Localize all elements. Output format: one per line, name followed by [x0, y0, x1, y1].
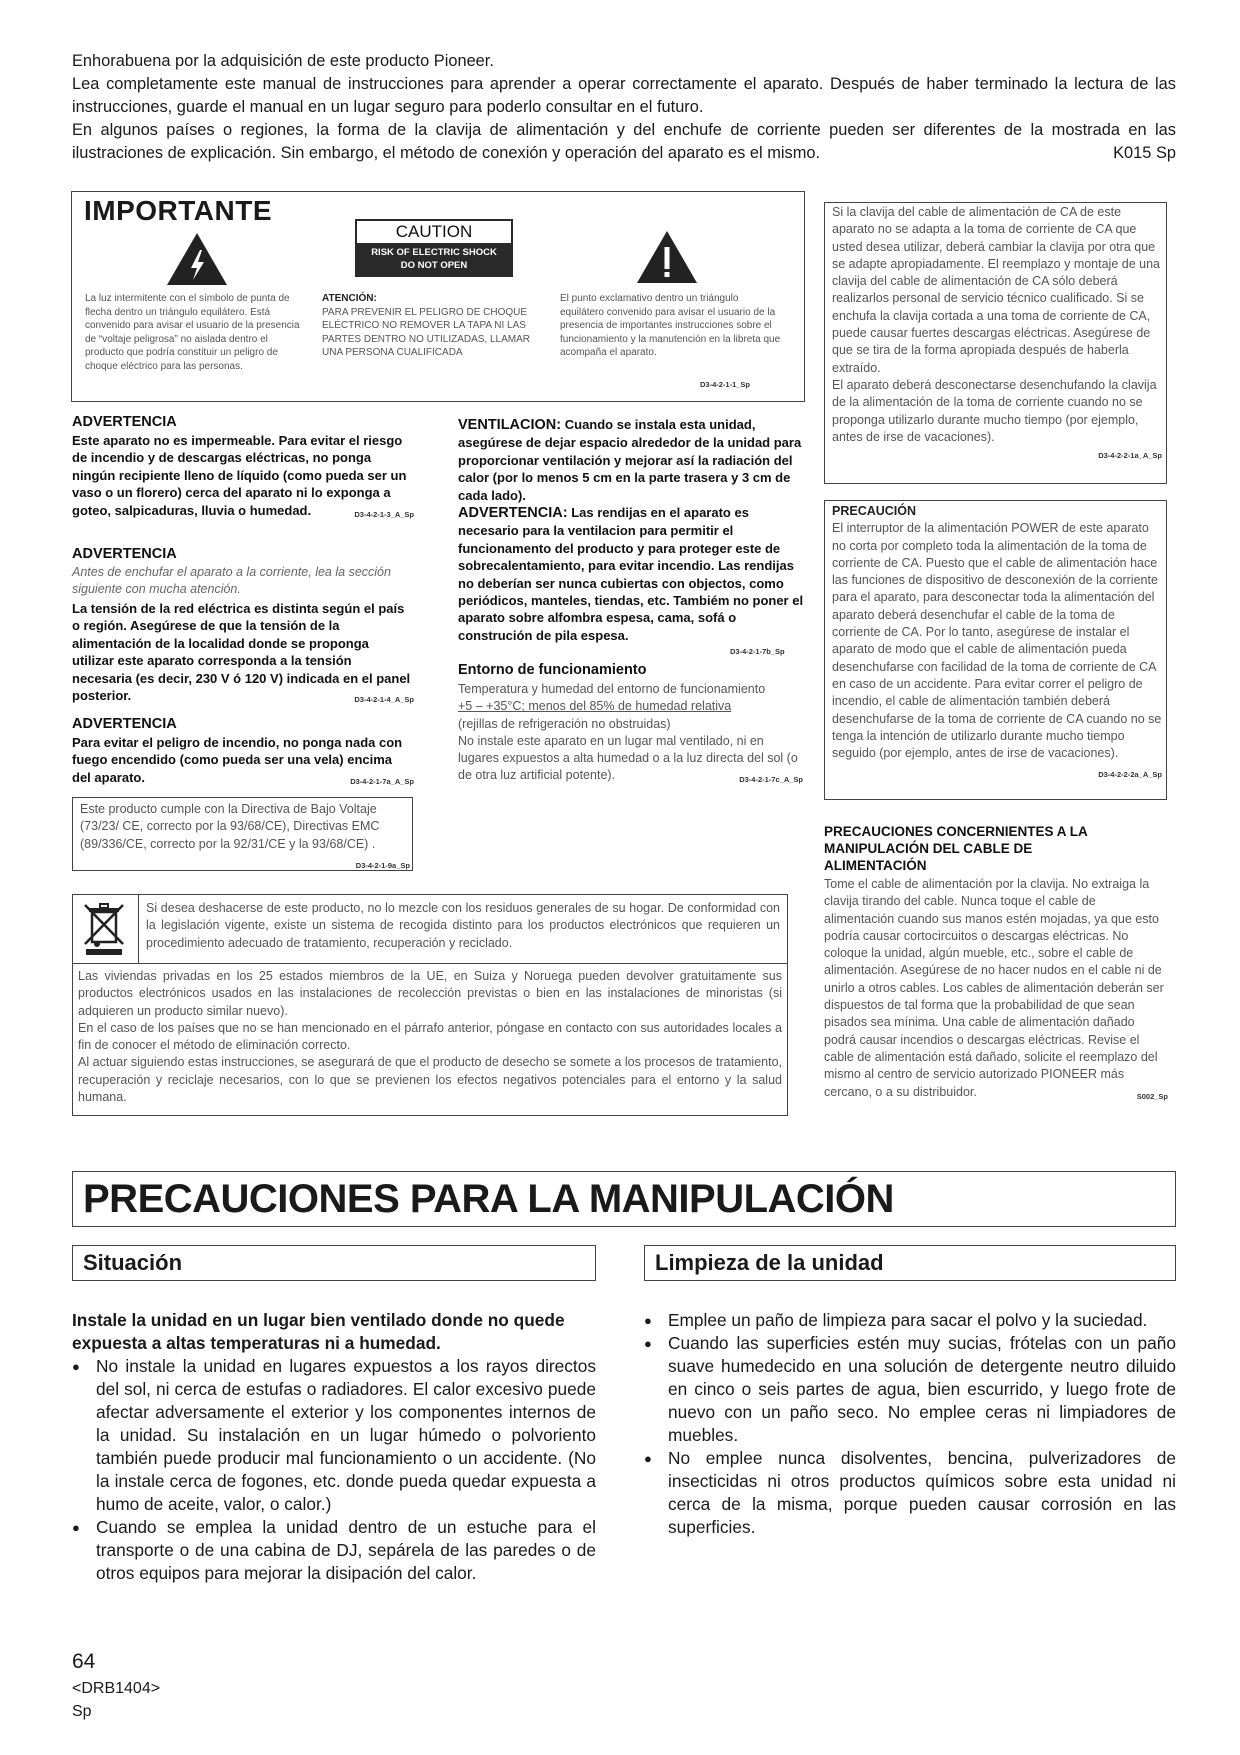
plug-warning-text: Si la clavija del cable de alimentación de CA de este aparato no se adapta a la toma de corriente de CA que usted desea utilizar, deberá cambiar la clavija por otra que se adapte apropiadamente. El reemplazo y montaje de una clavija del cable de alimentación de CA sólo deberá realizarlos personal de servicio técnico cualificado. Si se enchufa la clavija cortada a una toma de corriente de CA, puede causar fuertes descargas eléctricas. Asegúrese de que se tira de la forma apropiada después de haberla extraído. El aparato deberá desconectarse desenchufando la clavija de la alimentación de la toma de corriente cuando no se proponga utilizarlo durante mucho tiempo (por ejemplo, antes de irse de vacaciones). D3-4-2-2-1a_A_Sp [832, 205, 1162, 461]
importante-title: IMPORTANTE [84, 195, 273, 226]
directiva-code: D3-4-2-1-9a_Sp [355, 860, 410, 870]
limpieza-title-box [644, 1245, 1176, 1281]
weee-text4: Al actuar siguiendo estas instrucciones, se asegurará de que el producto de desecho se somete a los procesos de tratamiento, recuperación y reciclaje necesarios, con lo que se previenen los efectos negativos potenciales para el entorno y la salud humana. [78, 1055, 782, 1105]
doc-code: <DRB1404> [72, 1680, 161, 1697]
intro-line3: En algunos países o regiones, la forma de la clavija de alimentación y del enchufe de corriente pueden ser diferentes de la mostrada en las ilustraciones de explicación. Sin embargo, el método de conexión y operación del aparato es el mismo. K015 Sp [72, 119, 1176, 165]
weee-text3: En el caso de los países que no se han mencionado en el párrafo anterior, póngase en contacto con sus autoridades locales a fin de conocer el método de eliminación correcto. [78, 1020, 782, 1053]
limpieza-list [644, 1309, 1176, 1539]
list-item: ● Cuando se emplea la unidad dentro de un estuche para el transporte o de una cabina de DJ, sepárela de las paredes o de otros equipos para mejorar la disipación del calor. [72, 1516, 596, 1585]
atencion-heading: ATENCIÓN: [322, 293, 377, 304]
weee-body [78, 968, 782, 1106]
intro-code: K015 Sp [1113, 144, 1176, 162]
exclamation-warning-icon [636, 230, 698, 284]
ventilacion-code: D3-4-2-1-7b_Sp [730, 647, 785, 656]
language-code: Sp [72, 1703, 92, 1720]
precaucion-code: D3-4-2-2-2a_A_Sp [1098, 770, 1162, 780]
ventilacion-block [458, 416, 806, 644]
weee-divider [72, 963, 788, 964]
caution-plate [355, 219, 513, 277]
situacion-list [72, 1355, 596, 1585]
adv1-heading: ADVERTENCIA [72, 414, 177, 430]
situacion-title: Situación [83, 1250, 183, 1275]
plug-warning-code: D3-4-2-2-1a_A_Sp [1098, 451, 1162, 461]
cable-text: Tome el cable de alimentación por la clavija. No extraiga la clavija tirando del cable. Nunca toque el cable de alimentación cuando sus manos estén mojadas, ya que esto podría causar cortocircuitos o descargas eléctricas. No coloque la unidad, algún mueble, etc., sobre el cable de alimentación. Asegúrese de no hacer nudos en el cable ni de unirlo a otros cables. Los cables de alimentación deberán ser dispuestos de tal forma que la probabilidad de que sean pisados sea mínima. Una cable de alimentación dañado podrá causar incendios o descargas eléctricas. Revise el cable de alimentación está dañado, solicite el reemplazo del mismo al centro de servicio autorizado PIONEER más cercano, o a su distribuidor. S002_Sp [824, 876, 1168, 1105]
weee-text1: Si desea deshacerse de este producto, no lo mezcle con los residuos generales de su hogar. De conformidad con la legislación vigente, existe un sistema de recogida distinto para los productos electrónicos que requieren un procedimiento adecuado de tratamiento, recuperación y reciclado. [146, 901, 780, 950]
unplug-text: El aparato deberá desconectarse desenchufando la clavija de la alimentación de la toma de corriente cuando no se proponga utilizarlo durante mucho tiempo (por ejemplo, antes de irse de vacaciones). [832, 377, 1157, 444]
list-item: ● No emplee nunca disolventes, bencina, pulverizadores de insecticidas ni otros productos químicos sobre esta unidad ni cerca de la misma, porque pueden causar corrosión en las superficies. [644, 1447, 1176, 1539]
section-title-box [72, 1171, 1176, 1227]
precaucion-text: El interruptor de la alimentación POWER de este aparato no corta por completo toda la alimentación de la toma de corriente de CA. Puesto que el cable de alimentación hace las funciones de dispositivo de desconexión de la corriente para el aparato, para desconectar toda la alimentación del aparato deberá desenchufar el cable de la toma de corriente de CA. Por lo tanto, asegúrese de instalar el aparato de modo que el cable de alimentación pueda desenchufarse con facilidad de la toma de corriente de CA en caso de un accidente. Para evitar correr el peligro de incendio, el cable de alimentación también deberá desenchufarse de la toma de corriente de CA cuando no se tenga la intención de utilizarlo durante mucho tiempo seguido (por ejemplo, antes de irse de vacaciones). D3-4-2-2-2a_A_Sp [832, 520, 1162, 762]
adv2-heading: ADVERTENCIA [72, 546, 177, 562]
limpieza-title: Limpieza de la unidad [655, 1250, 884, 1275]
entorno-text3: (rejillas de refrigeración no obstruidas) [458, 716, 671, 731]
list-item: ● Emplee un paño de limpieza para sacar el polvo y la suciedad. [644, 1309, 1176, 1332]
lightning-explanation: La luz intermitente con el símbolo de punta de flecha dentro un triángulo equilátero. Está convenido para avisar el usuario de la presencia de “voltaje peligrosa” no aislada dentro el producto que podría constituir un peligro de choque eléctrico para las personas. [85, 293, 300, 372]
limpieza-content [644, 1309, 1176, 1539]
situacion-lead: Instale la unidad en un lugar bien ventilado donde no quede expuesta a altas temperaturas ni a humedad. [72, 1310, 565, 1353]
atencion-block [322, 292, 542, 360]
precaucion-heading: PRECAUCIÓN [832, 504, 917, 518]
adv3-code: D3-4-2-1-7a_A_Sp [350, 776, 414, 786]
intro-line2: Lea completamente este manual de instrucciones para aprender a operar correctamente el aparato. Después de haber terminado la lectura de las instrucciones, guarde el manual en un lugar seguro para poderlo consultar en el futuro. [72, 75, 1176, 116]
section-title: PRECAUCIONES PARA LA MANIPULACIÓN [83, 1177, 894, 1221]
situacion-content [72, 1309, 596, 1585]
caution-sub1: RISK OF ELECTRIC SHOCK [371, 247, 497, 258]
situacion-title-box [72, 1245, 596, 1281]
adv2-code: D3-4-2-1-4_A_Sp [354, 695, 414, 705]
adv1-code: D3-4-2-1-3_A_Sp [354, 509, 414, 519]
list-item: ● Cuando las superficies estén muy sucias, frótelas con un paño suave humedecido en una solución de detergente neutro diluido en cinco o seis partes de agua, bien escurrido, y luego frote de nuevo con un paño seco. No emplee ceras ni limpiadores de muebles. [644, 1332, 1176, 1447]
atencion-text: PARA PREVENIR EL PELIGRO DE CHOQUE ELÉCTRICO NO REMOVER LA TAPA NI LAS PARTES DENTRO NO UTILIZADAS, LLAMAR UNA PERSONA CUALIFICADA [322, 306, 531, 358]
ventilacion-adv-text: Las rendijas en el aparato es necesario para la ventilacion para permitir el funcionamento del producto y para proteger este de sobrecalentamiento, para evitar incendio. Las rendijas no deberían ser nunca cubiertas con objectos, como periódicos, manteles, tiendas, etc. Tambiém no poner el aparato sobre alfombra espesa, cama, sofá o construción de pila espesa. [458, 505, 804, 643]
directiva-text: Este producto cumple con la Directiva de Bajo Voltaje (73/23/ CE, correcto por la 93/68/CE), Directivas EMC (89/336/CE, correcto por la 92/31/CE y la 93/68/CE) . D3-4-2-1-9a_Sp [80, 801, 410, 874]
entorno-code: D3-4-2-1-7c_A_Sp [739, 775, 803, 785]
adv1-text: Este aparato no es impermeable. Para evitar el riesgo de incendio y de descargas eléctricas, no ponga ningún recipiente lleno de líquido (como pueda ser un vaso o un florero) cerca del aparato ni lo exponga a goteo, salpicaduras, lluvia o humedad. D3-4-2-1-3_A_Sp [72, 432, 414, 523]
page-number: 64 [72, 1650, 96, 1673]
precaucion-block [832, 503, 1162, 784]
importante-code: D3-4-2-1-1_Sp [700, 380, 751, 389]
adv2-text: La tensión de la red eléctrica es distinta según el país o región. Asegúrese de que la tensión de la alimentación de la localidad donde se proponga utilizar este aparato corresponda a la tensión necesaria (es decir, 230 V ó 120 V) indicada en el panel posterior. D3-4-2-1-4_A_Sp [72, 600, 414, 708]
adv3-heading: ADVERTENCIA [72, 716, 177, 732]
cable-heading: PRECAUCIONES CONCERNIENTES A LA MANIPULACIÓN DEL CABLE DE ALIMENTACIÓN [824, 824, 1088, 873]
entorno-block [458, 681, 803, 789]
entorno-text4: No instale este aparato en un lugar mal ventilado, ni en lugares expuestos a alta humedad o a la luz directa del sol (o de otra luz artificial potente). D3-4-2-1-7c_A_Sp [458, 733, 803, 785]
weee-icon-divider [138, 894, 139, 963]
ventilacion-heading: VENTILACION: [458, 417, 562, 433]
adv3-text: Para evitar el peligro de incendio, no ponga nada con fuego encendido (como pueda ser una vela) encima del aparato. D3-4-2-1-7a_A_Sp [72, 734, 414, 790]
ventilacion-adv-heading: ADVERTENCIA: [458, 505, 568, 522]
adv2-italic: Antes de enchufar el aparato a la corriente, lea la sección siguiente con mucha atención. [72, 565, 391, 596]
lightning-warning-icon [166, 232, 228, 286]
ventilacion-text: Cuando se instala esta unidad, asegúrese de dejar espacio alrededor de la unidad para proporcionar ventilación y mejorar así la radiación del calor (por lo menos 5 cm en la parte trasera y 3 cm de cada lado). [458, 417, 802, 503]
entorno-text2: +5 – +35°C; menos del 85% de humedad relativa [458, 699, 732, 714]
list-item: ● No instale la unidad en lugares expuestos a los rayos directos del sol, ni cerca de estufas o radiadores. El calor excesivo puede afectar adversamente el exterior y los componentes internos de la unidad. Su instalación en un lugar húmedo o polvoriento también puede producir mal funcionamiento o un accidente. (No la instale cerca de fogones, etc. donde pueda quedar expuesta a humo de aceite, valor, o calor.) [72, 1355, 596, 1516]
caution-title: CAUTION [357, 221, 511, 243]
crossed-bin-icon [82, 900, 126, 956]
entorno-text1: Temperatura y humedad del entorno de funcionamiento [458, 682, 766, 696]
intro [72, 50, 1176, 165]
entorno-heading: Entorno de funcionamiento [458, 662, 647, 678]
exclamation-explanation: El punto exclamativo dentro un triángulo equilátero convenido para avisar el usuario de la presencia de importantes instrucciones sobre el funcionamiento y la manutención en la libreta que acompaña el aparato. [560, 293, 781, 358]
weee-text2: Las viviendas privadas en los 25 estados miembros de la UE, en Suiza y Noruega pueden devolver gratuitamente sus productos electrónicos usados en las instalaciones de recolección previstas o bien en las instalaciones de minoristas (si adquieren un producto similar nuevo). [78, 969, 782, 1018]
caution-sub2: DO NOT OPEN [400, 260, 468, 271]
cable-code: S002_Sp [1136, 1091, 1168, 1101]
intro-line1: Enhorabuena por la adquisición de este producto Pioneer. [72, 52, 494, 70]
